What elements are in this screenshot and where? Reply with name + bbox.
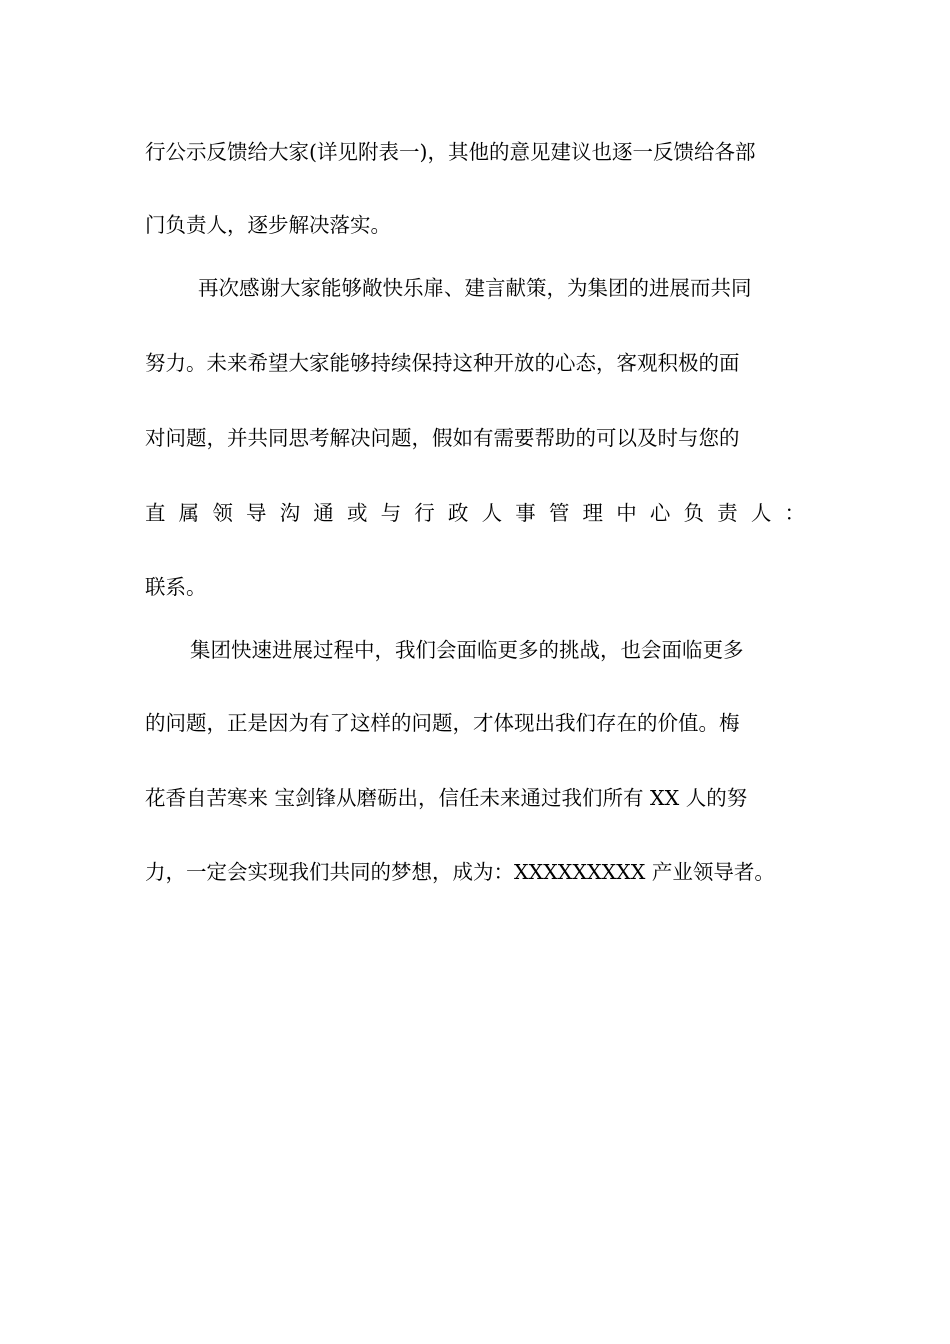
paragraph-line-3: 再次感谢大家能够敞快乐扉、建言献策，为集团的进展而共同 [198,276,752,300]
paragraph-line-4: 努力。未来希望大家能够持续保持这种开放的心态，客观积极的面 [145,351,740,375]
paragraph-line-9: 的问题，正是因为有了这样的问题，才体现出我们存在的价值。梅 [145,711,740,735]
paragraph-line-11: 力，一定会实现我们共同的梦想，成为：XXXXXXXXX 产业领导者。 [145,860,775,884]
paragraph-line-2: 门负责人，逐步解决落实。 [145,213,391,237]
paragraph-line-6: 直 属 领 导 沟 通 或 与 行 政 人 事 管 理 中 心 负 责 人 ： [145,501,805,525]
paragraph-line-1: 行公示反馈给大家(详见附表一)，其他的意见建议也逐一反馈给各部 [145,140,756,164]
paragraph-line-5: 对问题，并共同思考解决问题，假如有需要帮助的可以及时与您的 [145,426,740,450]
paragraph-line-7: 联系。 [145,575,207,599]
paragraph-line-10: 花香自苦寒来 宝剑锋从磨砺出，信任未来通过我们所有 XX 人的努 [145,786,748,810]
paragraph-line-8: 集团快速进展过程中，我们会面临更多的挑战，也会面临更多 [190,638,744,662]
